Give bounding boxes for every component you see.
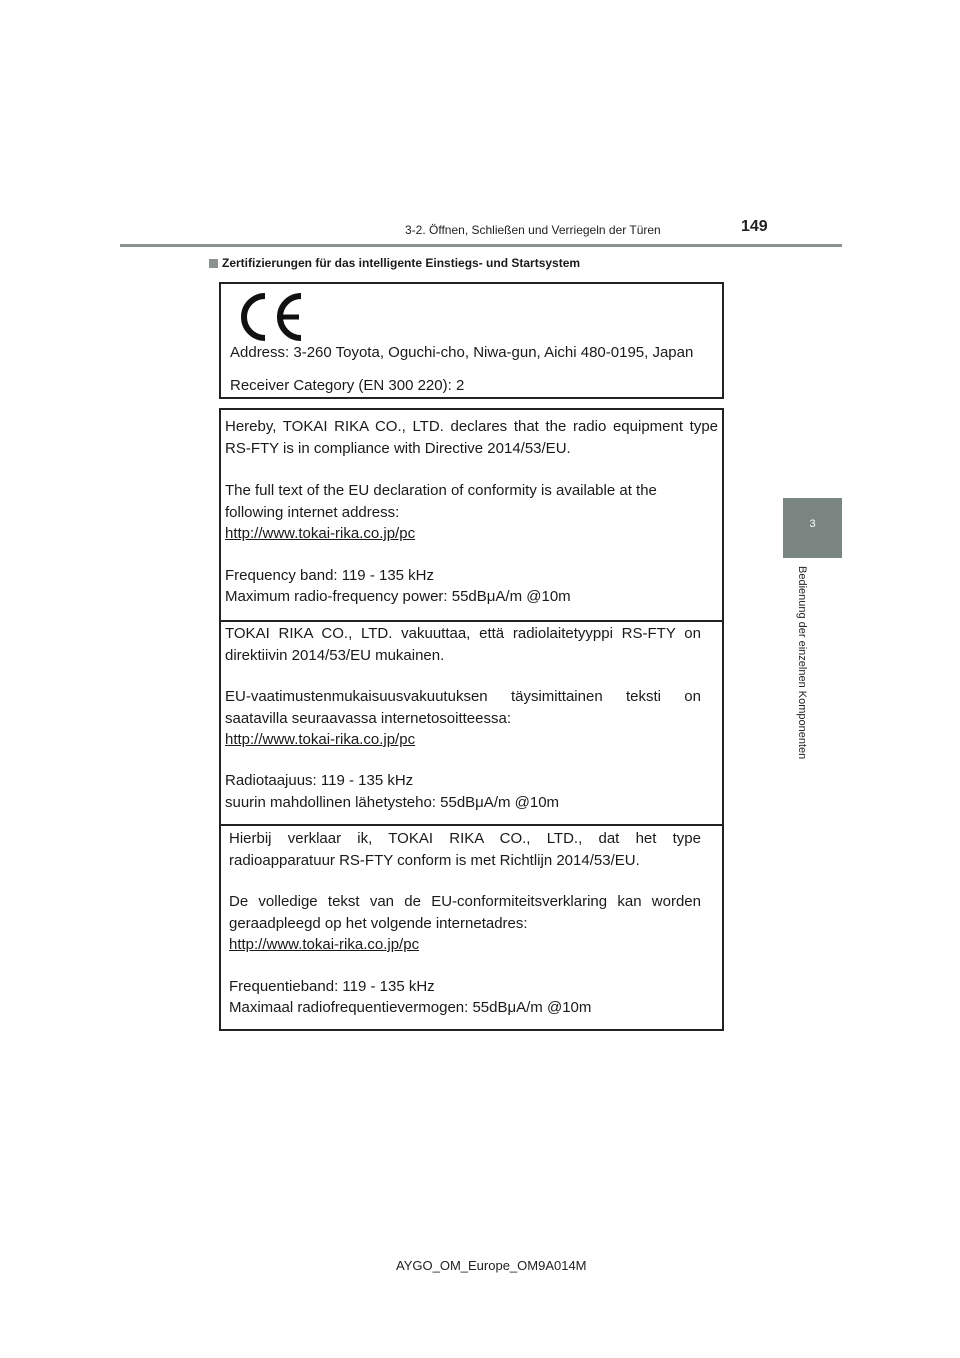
finnish-frequency: Radiotaajuus: 119 - 135 kHz: [225, 772, 414, 789]
english-frequency: Frequency band: 119 - 135 kHz: [225, 567, 435, 584]
ce-receiver-category: Receiver Category (EN 300 220): 2: [230, 377, 465, 394]
side-chapter-title-text: Bedienung der einzelnen Komponenten: [796, 566, 808, 760]
finnish-line-3: EU-vaatimustenmukaisuusvakuutuksen täysimittainen teksti on: [225, 688, 701, 705]
square-bullet-icon: [209, 259, 218, 268]
side-tab: [783, 498, 842, 558]
finnish-line-1: TOKAI RIKA CO., LTD. vakuuttaa, että radiolaitetyyppi RS-FTY on: [225, 625, 701, 642]
footer-document-code: AYGO_OM_Europe_OM9A014M: [396, 1258, 587, 1273]
finnish-line-4: saatavilla seuraavassa internetosoitteessa:: [225, 710, 511, 727]
finnish-line-2: direktiivin 2014/53/EU mukainen.: [225, 647, 445, 664]
page-number: 149: [741, 218, 768, 235]
dutch-line-4: geraadpleegd op het volgende internetadres:: [229, 915, 528, 932]
declarations-box: [219, 408, 724, 1031]
finnish-power: suurin mahdollinen lähetysteho: 55dBμA/m @10m: [225, 794, 560, 811]
section-divider: [221, 824, 722, 826]
english-line-4: following internet address:: [225, 504, 400, 521]
ce-certification-box: [219, 282, 724, 399]
english-line-2: RS-FTY is in compliance with Directive 2014/53/EU.: [225, 440, 571, 457]
dutch-line-1: Hierbij verklaar ik, TOKAI RIKA CO., LTD., dat het type: [229, 830, 701, 847]
ce-address: Address: 3-260 Toyota, Oguchi-cho, Niwa-gun, Aichi 480-0195, Japan: [230, 344, 694, 361]
english-power: Maximum radio-frequency power: 55dBμA/m @10m: [225, 588, 571, 605]
section-heading-text: Zertifizierungen für das intelligente Einstiegs- und Startsystem: [222, 256, 581, 270]
ce-mark-icon: [235, 293, 305, 341]
section-divider: [221, 620, 722, 622]
english-url-link[interactable]: http://www.tokai-rika.co.jp/pc: [225, 525, 416, 542]
english-line-3: The full text of the EU declaration of conformity is available at the: [225, 482, 657, 499]
side-chapter-title: [796, 566, 810, 796]
header-section-title: 3-2. Öffnen, Schließen und Verriegeln der Türen: [405, 223, 661, 237]
dutch-line-3: De volledige tekst van de EU-conformiteitsverklaring kan worden: [229, 893, 701, 910]
dutch-url-link[interactable]: http://www.tokai-rika.co.jp/pc: [229, 936, 420, 953]
dutch-frequency: Frequentieband: 119 - 135 kHz: [229, 978, 435, 995]
finnish-url-link[interactable]: http://www.tokai-rika.co.jp/pc: [225, 731, 416, 748]
header-rule: [120, 244, 842, 247]
dutch-line-2: radioapparatuur RS-FTY conform is met Richtlijn 2014/53/EU.: [229, 852, 640, 869]
english-line-1: Hereby, TOKAI RIKA CO., LTD. declares that the radio equipment type: [225, 418, 718, 435]
dutch-power: Maximaal radiofrequentievermogen: 55dBμA/m @10m: [229, 999, 592, 1016]
side-tab-number: 3: [809, 518, 816, 530]
section-heading: [209, 256, 580, 270]
